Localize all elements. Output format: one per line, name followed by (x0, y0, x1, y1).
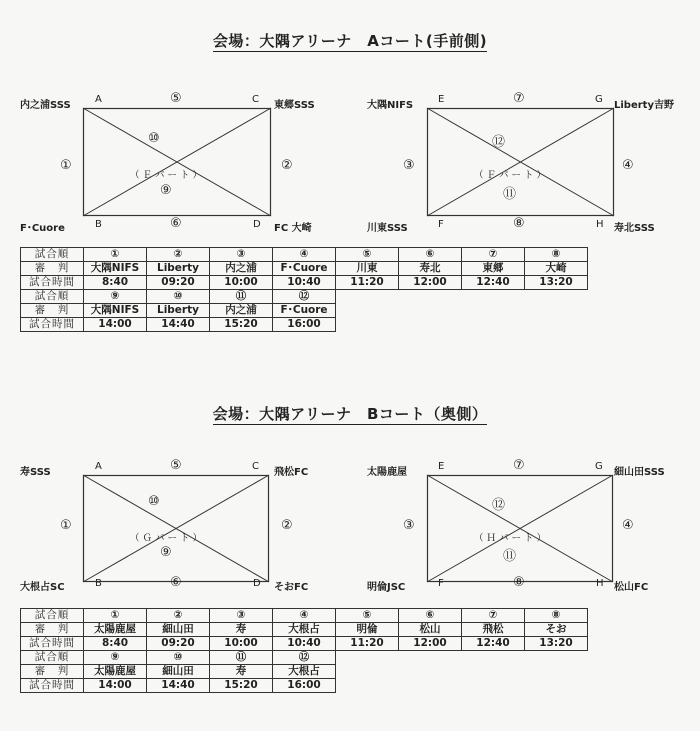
match-mark: ⑧ (513, 216, 525, 231)
order-cell: ⑫ (273, 290, 336, 304)
referee-cell: 細山田 (147, 665, 210, 679)
row-header: 試合順 (21, 248, 84, 262)
match-mark: ⑪ (503, 549, 517, 564)
referee-cell: そお (525, 623, 588, 637)
corner-label: H (596, 219, 604, 230)
match-mark: ④ (622, 518, 634, 533)
team-tr: 飛松FC (274, 467, 309, 478)
order-cell: ② (147, 609, 210, 623)
order-row (21, 290, 588, 304)
row-header: 審 判 (21, 304, 84, 318)
match-mark: ⑧ (513, 575, 525, 590)
match-mark: ⑪ (503, 187, 517, 202)
time-cell: 12:00 (399, 276, 462, 290)
time-cell: 11:20 (336, 276, 399, 290)
match-mark: ⑦ (513, 91, 525, 106)
referee-row (21, 665, 588, 679)
time-row (21, 637, 588, 651)
match-mark: ⑫ (492, 135, 506, 150)
referee-cell: 大隅NIFS (84, 304, 147, 318)
match-mark: ⑤ (170, 91, 182, 106)
row-header: 審 判 (21, 623, 84, 637)
referee-cell: 内之浦 (210, 304, 273, 318)
match-mark: ③ (403, 158, 415, 173)
row-header: 試合順 (21, 609, 84, 623)
time-cell: 10:40 (273, 637, 336, 651)
order-cell: ⑨ (84, 290, 147, 304)
time-cell: 15:20 (210, 679, 273, 693)
order-cell: ⑥ (399, 248, 462, 262)
corner-label: E (438, 94, 445, 105)
team-tr: 東郷SSS (274, 100, 315, 111)
order-cell: ⑨ (84, 651, 147, 665)
corner-label: F (438, 219, 444, 230)
order-cell: ⑫ (273, 651, 336, 665)
time-cell: 09:20 (147, 637, 210, 651)
part-label: （Ｅパート） (130, 170, 206, 181)
time-cell: 13:20 (525, 276, 588, 290)
time-cell: 12:40 (462, 637, 525, 651)
referee-row (21, 304, 588, 318)
order-cell: ⑦ (462, 609, 525, 623)
corner-label: A (95, 461, 102, 472)
time-cell: 14:00 (84, 318, 147, 332)
match-mark: ⑩ (148, 494, 160, 509)
time-cell: 10:40 (273, 276, 336, 290)
team-tr: Liberty吉野 (614, 100, 674, 111)
order-row (21, 248, 588, 262)
referee-cell: 飛松 (462, 623, 525, 637)
referee-cell: 松山 (399, 623, 462, 637)
team-tl: 内之浦SSS (20, 100, 71, 111)
team-br: 寿北SSS (614, 223, 655, 234)
time-row (21, 318, 588, 332)
time-row (21, 679, 588, 693)
corner-label: G (595, 94, 603, 105)
referee-cell: 大根占 (273, 665, 336, 679)
team-bl: 明倫JSC (367, 582, 406, 593)
time-cell: 8:40 (84, 637, 147, 651)
referee-cell: Liberty (147, 304, 210, 318)
referee-cell: F･Cuore (273, 304, 336, 318)
order-cell: ⑦ (462, 248, 525, 262)
time-cell: 12:00 (399, 637, 462, 651)
match-mark: ⑥ (170, 575, 182, 590)
corner-label: B (95, 219, 102, 230)
match-mark: ⑩ (148, 131, 160, 146)
corner-label: F (438, 578, 444, 589)
time-cell: 09:20 (147, 276, 210, 290)
order-row (21, 651, 588, 665)
order-cell: ⑩ (147, 290, 210, 304)
time-cell: 14:40 (147, 318, 210, 332)
schedule-a-table (20, 247, 588, 332)
match-mark: ⑤ (170, 458, 182, 473)
team-bl: 大根占SC (20, 582, 65, 593)
referee-cell: 太陽鹿屋 (84, 665, 147, 679)
corner-label: H (596, 578, 604, 589)
team-bl: 川東SSS (367, 223, 408, 234)
row-header: 審 判 (21, 665, 84, 679)
row-header: 審 判 (21, 262, 84, 276)
corner-label: A (95, 94, 102, 105)
order-cell: ⑩ (147, 651, 210, 665)
match-mark: ② (281, 158, 293, 173)
referee-cell: 大根占 (273, 623, 336, 637)
order-cell: ⑤ (336, 248, 399, 262)
row-header: 試合時間 (21, 276, 84, 290)
referee-row (21, 623, 588, 637)
time-cell: 13:20 (525, 637, 588, 651)
referee-cell: 大隅NIFS (84, 262, 147, 276)
court-f-diagram (427, 108, 614, 216)
referee-cell: 太陽鹿屋 (84, 623, 147, 637)
corner-label: B (95, 578, 102, 589)
match-mark: ⑥ (170, 216, 182, 231)
match-mark: ① (60, 518, 72, 533)
court-h-diagram (427, 475, 613, 582)
time-cell: 12:40 (462, 276, 525, 290)
match-mark: ② (281, 518, 293, 533)
venue-b-title: 会場：大隅アリーナ Bコート（奥側） (212, 405, 488, 423)
referee-cell: 東郷 (462, 262, 525, 276)
referee-cell: 明倫 (336, 623, 399, 637)
referee-cell: Liberty (147, 262, 210, 276)
order-cell: ④ (273, 609, 336, 623)
referee-cell: 寿北 (399, 262, 462, 276)
court-e-diagram (83, 108, 271, 216)
order-cell: ⑥ (399, 609, 462, 623)
time-cell: 16:00 (273, 318, 336, 332)
row-header: 試合順 (21, 651, 84, 665)
time-cell: 8:40 (84, 276, 147, 290)
referee-cell: 細山田 (147, 623, 210, 637)
order-cell: ⑤ (336, 609, 399, 623)
match-mark: ④ (622, 158, 634, 173)
time-cell: 11:20 (336, 637, 399, 651)
match-mark: ③ (403, 518, 415, 533)
match-mark: ① (60, 158, 72, 173)
match-mark: ⑨ (160, 183, 172, 198)
team-tl: 寿SSS (20, 467, 51, 478)
row-header: 試合順 (21, 290, 84, 304)
row-header: 試合時間 (21, 318, 84, 332)
corner-label: E (438, 461, 445, 472)
time-cell: 10:00 (210, 637, 273, 651)
time-cell: 16:00 (273, 679, 336, 693)
order-cell: ⑪ (210, 290, 273, 304)
referee-cell: 寿 (210, 623, 273, 637)
time-cell: 10:00 (210, 276, 273, 290)
venue-a-title: 会場：大隅アリーナ Aコート(手前側) (212, 32, 488, 50)
part-label: （Ｇパート） (130, 533, 206, 544)
referee-cell: 寿 (210, 665, 273, 679)
match-mark: ⑦ (513, 458, 525, 473)
order-cell: ⑧ (525, 609, 588, 623)
order-cell: ② (147, 248, 210, 262)
match-mark: ⑫ (492, 498, 506, 513)
corner-label: D (253, 578, 261, 589)
court-g-diagram (83, 475, 269, 582)
referee-cell: 内之浦 (210, 262, 273, 276)
corner-label: C (252, 94, 259, 105)
corner-label: C (252, 461, 259, 472)
corner-label: D (253, 219, 261, 230)
team-br: 松山FC (614, 582, 649, 593)
referee-cell: F･Cuore (273, 262, 336, 276)
schedule-b-table (20, 608, 588, 693)
team-br: そおFC (274, 582, 309, 593)
time-row (21, 276, 588, 290)
referee-row (21, 262, 588, 276)
team-tl: 太陽鹿屋 (367, 467, 407, 478)
corner-label: G (595, 461, 603, 472)
order-cell: ④ (273, 248, 336, 262)
team-tl: 大隅NIFS (367, 100, 414, 111)
order-row (21, 609, 588, 623)
part-label: （Ｆパート） (474, 170, 550, 181)
part-label: （Ｈパート） (474, 533, 550, 544)
order-cell: ① (84, 609, 147, 623)
order-cell: ③ (210, 609, 273, 623)
referee-cell: 川東 (336, 262, 399, 276)
referee-cell: 大崎 (525, 262, 588, 276)
time-cell: 14:40 (147, 679, 210, 693)
team-bl: F･Cuore (20, 223, 65, 234)
time-cell: 15:20 (210, 318, 273, 332)
time-cell: 14:00 (84, 679, 147, 693)
row-header: 試合時間 (21, 637, 84, 651)
row-header: 試合時間 (21, 679, 84, 693)
order-cell: ① (84, 248, 147, 262)
team-tr: 細山田SSS (614, 467, 665, 478)
order-cell: ③ (210, 248, 273, 262)
match-mark: ⑨ (160, 545, 172, 560)
order-cell: ⑧ (525, 248, 588, 262)
team-br: FC 大崎 (274, 223, 312, 234)
order-cell: ⑪ (210, 651, 273, 665)
